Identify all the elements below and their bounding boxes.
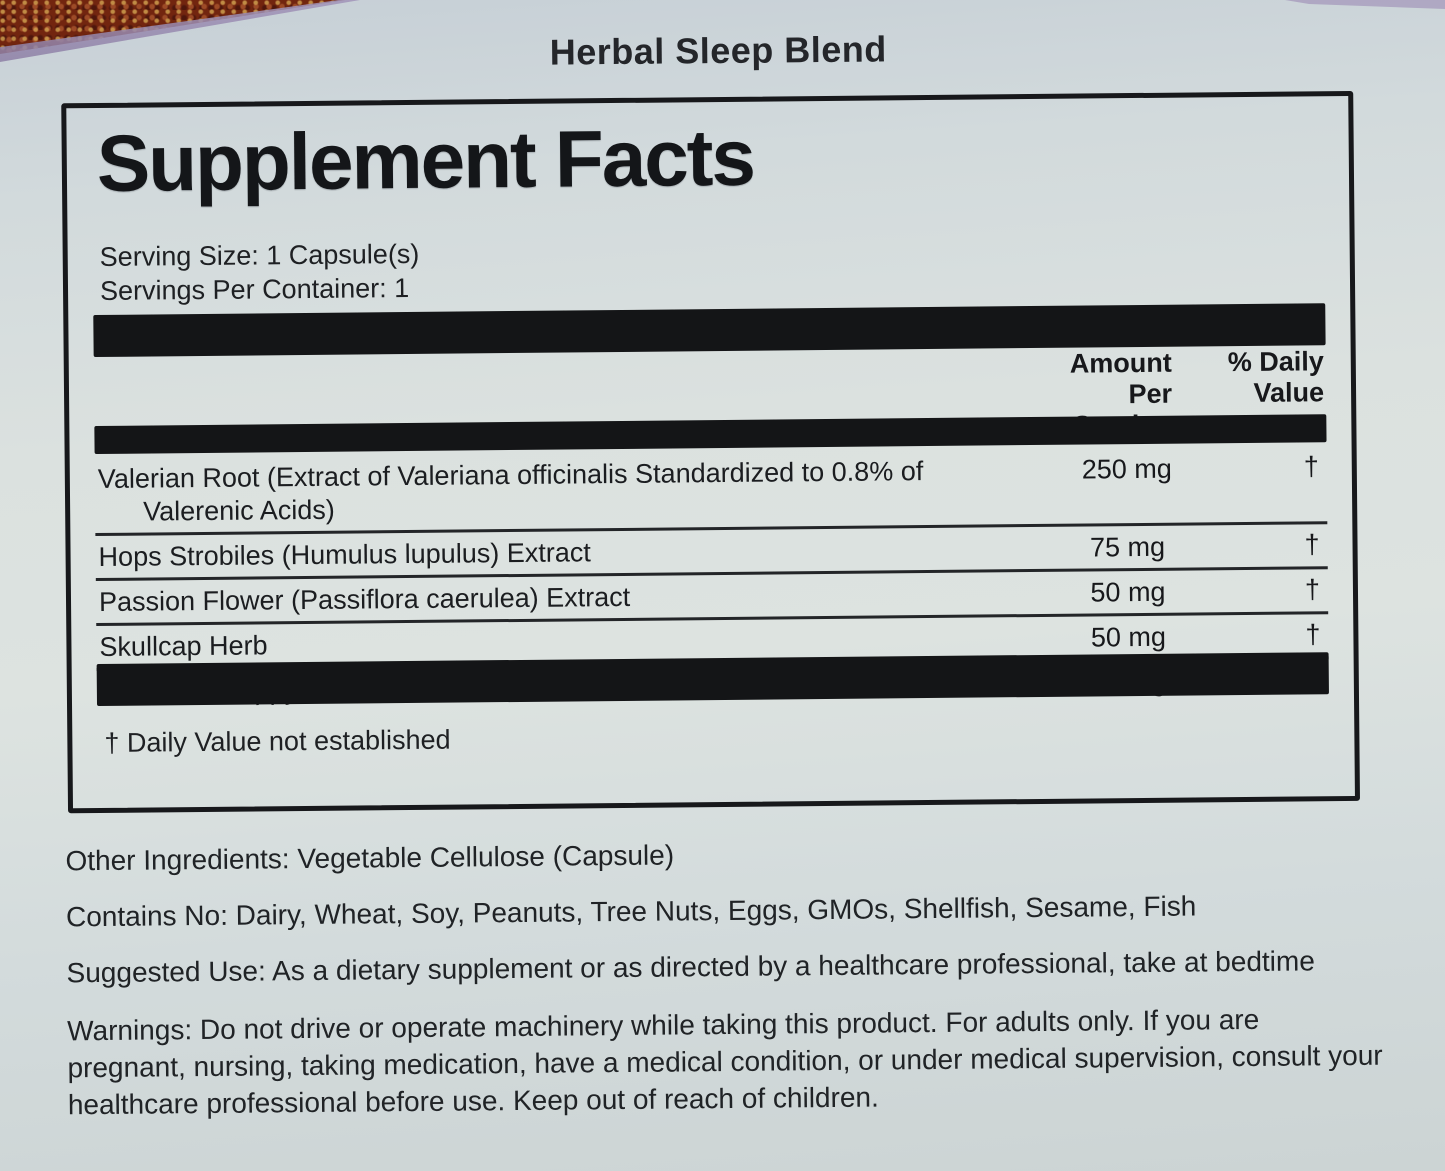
servings-per-container: Servings Per Container: 1 <box>99 272 410 306</box>
ingredient-daily-value: † <box>1305 619 1321 650</box>
ingredient-amount: 250 mg <box>1081 453 1172 485</box>
ingredient-daily-value: † <box>1303 451 1319 482</box>
serving-size: Serving Size: 1 Capsule(s) <box>99 238 420 272</box>
ingredient-name: Valerian Root (Extract of Valeriana officinalis Standardized to 0.8% of Valerenic Acids) <box>97 456 924 527</box>
ingredient-amount: 50 mg <box>1090 576 1166 608</box>
ingredient-name: Skullcap Herb <box>99 630 268 662</box>
suggested-use-text: Suggested Use: As a dietary supplement or as directed by a healthcare professional, take at bedtime <box>66 945 1315 989</box>
ingredient-daily-value: † <box>1304 574 1321 605</box>
contains-no-text: Contains No: Dairy, Wheat, Soy, Peanuts, Tree Nuts, Eggs, GMOs, Shellfish, Sesame, Fish <box>65 890 1197 933</box>
daily-value-footnote: † Daily Value not established <box>104 724 451 758</box>
product-title: Herbal Sleep Blend <box>549 28 887 73</box>
ingredient-amount: 50 mg <box>1090 621 1167 653</box>
warnings-text: Warnings: Do not drive or operate machinery while taking this product. For adults only. If you are pregnant, nursing, taking medication, have a medical condition, or under medical supervision, consult your healthcare professional before use. Keep out of reach of children. <box>66 1003 1383 1121</box>
ingredient-row <box>95 446 1328 536</box>
panel-title: Supplement Facts <box>96 112 755 208</box>
other-ingredients-text: Other Ingredients: Vegetable Cellulose (Capsule) <box>65 839 675 877</box>
ingredient-amount: 75 mg <box>1089 531 1166 563</box>
column-header-dv-line1: % Daily <box>1227 346 1324 378</box>
ingredient-daily-value: † <box>1304 529 1320 560</box>
ingredient-name: Hops Strobiles (Humulus lupulus) Extract <box>98 537 591 572</box>
supplement-facts-panel <box>61 91 1360 813</box>
ingredient-name: Passion Flower (Passiflora caerulea) Extract <box>98 581 631 617</box>
column-header-amount-line1: Amount Per <box>1069 347 1173 410</box>
column-header-dv-line2: Value <box>1253 377 1325 408</box>
